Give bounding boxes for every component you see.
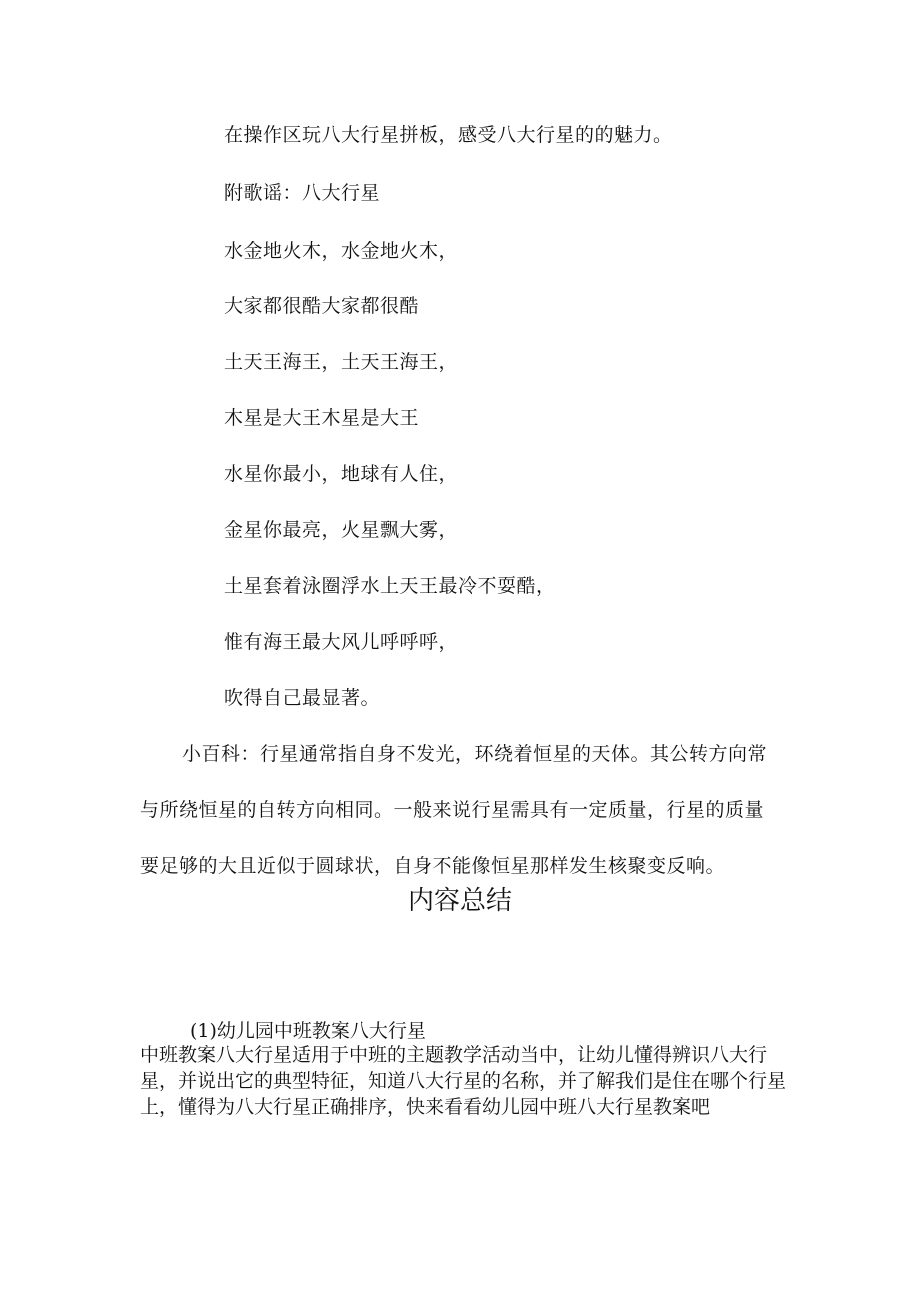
song-line: 惟有海王最大风儿呼呼呼，	[224, 631, 459, 653]
song-line: 大家都很酷大家都很酷	[224, 295, 420, 317]
summary-item-title: (1)幼儿园中班教案八大行星	[190, 1020, 426, 1042]
song-line: 土星套着泳圈浮水上天王最冷不耍酷，	[224, 575, 556, 597]
song-line: 水星你最小，地球有人住，	[224, 463, 459, 485]
song-line: 水金地火木，水金地火木，	[224, 240, 459, 262]
song-line: 木星是大王木星是大王	[224, 407, 420, 429]
encyclopedia-line-2: 与所绕恒星的自转方向相同。一般来说行星需具有一定质量，行星的质量	[140, 799, 765, 821]
song-line: 金星你最亮，火星飘大雾，	[224, 519, 459, 541]
summary-heading: 内容总结	[407, 886, 512, 916]
encyclopedia-line-3: 要足够的大且近似于圆球状，自身不能像恒星那样发生核聚变反响。	[140, 855, 726, 877]
song-intro: 在操作区玩八大行星拼板，感受八大行星的的魅力。	[224, 124, 673, 146]
song-title: 附歌谣：八大行星	[224, 182, 381, 204]
summary-item-body: 中班教案八大行星适用于中班的主题教学活动当中，让幼儿懂得辨识八大行星，并说出它的典型特征，知道八大行星的名称，并了解我们是住在哪个行星上，懂得为八大行星正确排序，快来看看幼儿园中班八大行星教案吧	[140, 1044, 787, 1118]
song-line: 吹得自己最显著。	[224, 687, 381, 709]
song-line: 土天王海王，土天王海王，	[224, 351, 459, 373]
encyclopedia-line-1: 小百科：行星通常指自身不发光，环绕着恒星的天体。其公转方向常	[182, 743, 768, 765]
